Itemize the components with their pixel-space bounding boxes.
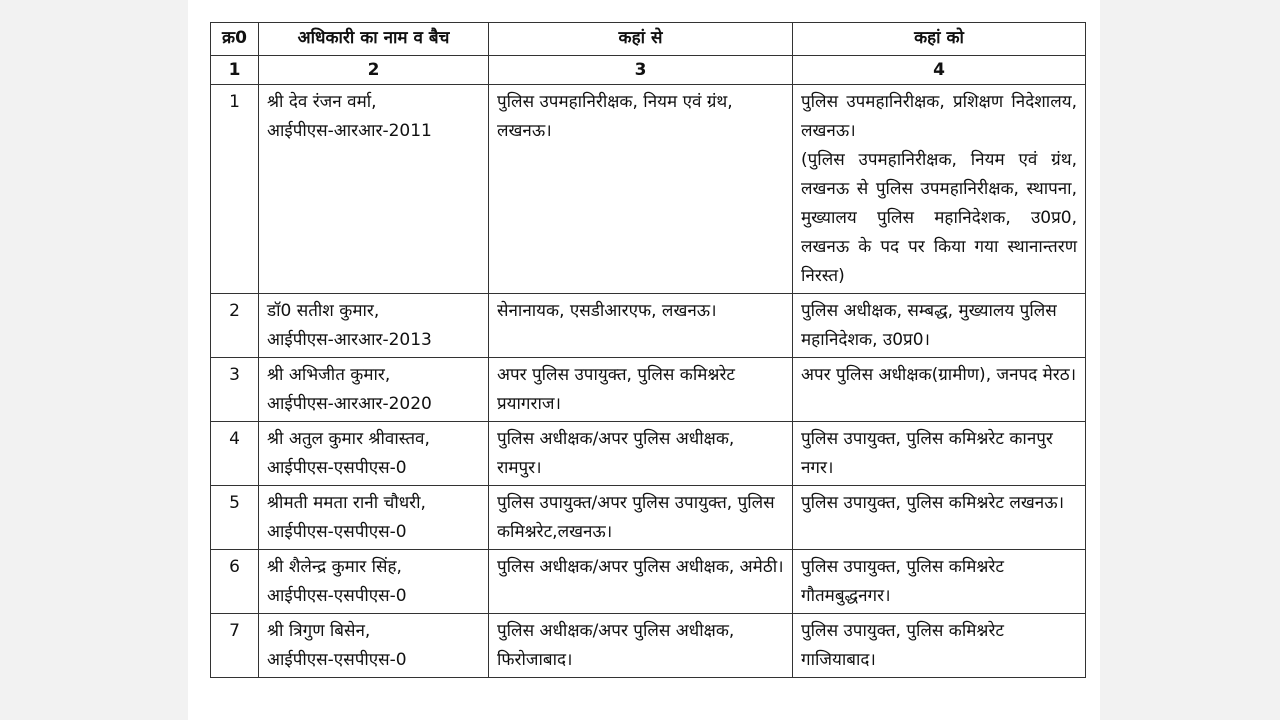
header-row — [211, 23, 1086, 56]
serial-number: 2 — [211, 294, 259, 358]
officer-cell — [259, 422, 489, 486]
transfer-table — [210, 22, 1086, 678]
from-posting: अपर पुलिस उपायुक्त, पुलिस कमिश्नरेट प्रयागराज। — [489, 358, 793, 422]
table-row — [211, 614, 1086, 678]
officer-cell — [259, 294, 489, 358]
to-posting: पुलिस उपायुक्त, पुलिस कमिश्नरेट गौतमबुद्धनगर। — [793, 550, 1086, 614]
officer-cell — [259, 614, 489, 678]
officer-batch: आईपीएस-एसपीएस-0 — [267, 586, 407, 606]
officer-cell — [259, 486, 489, 550]
table-row — [211, 550, 1086, 614]
to-posting: पुलिस उपायुक्त, पुलिस कमिश्नरेट कानपुर नगर। — [793, 422, 1086, 486]
officer-batch: आईपीएस-एसपीएस-0 — [267, 522, 407, 542]
table-row — [211, 486, 1086, 550]
serial-number: 1 — [211, 85, 259, 294]
table-row — [211, 294, 1086, 358]
table-row — [211, 358, 1086, 422]
table-row — [211, 85, 1086, 294]
to-cell — [793, 85, 1086, 294]
column-number: 4 — [793, 56, 1086, 85]
officer-batch: आईपीएस-आरआर-2013 — [267, 330, 432, 350]
table-row — [211, 422, 1086, 486]
officer-name: श्री अभिजीत कुमार, — [267, 365, 391, 385]
officer-cell — [259, 358, 489, 422]
officer-batch: आईपीएस-एसपीएस-0 — [267, 458, 407, 478]
officer-batch: आईपीएस-एसपीएस-0 — [267, 650, 407, 670]
officer-cell — [259, 85, 489, 294]
from-posting: पुलिस अधीक्षक/अपर पुलिस अधीक्षक, फिरोजाबाद। — [489, 614, 793, 678]
officer-name: डॉ0 सतीश कुमार, — [267, 301, 380, 321]
column-number: 1 — [211, 56, 259, 85]
serial-number: 6 — [211, 550, 259, 614]
header-from: कहां से — [489, 23, 793, 56]
column-number: 3 — [489, 56, 793, 85]
to-posting: पुलिस उपमहानिरीक्षक, प्रशिक्षण निदेशालय, लखनऊ। — [801, 92, 1077, 141]
officer-name: श्री अतुल कुमार श्रीवास्तव, — [267, 429, 430, 449]
cancellation-note: (पुलिस उपमहानिरीक्षक, नियम एवं ग्रंथ, लखनऊ से पुलिस उपमहानिरीक्षक, स्थापना, मुख्यालय पुलिस महानिदेशक, उ0प्र0, लखनऊ के पद पर किया गया स्थानान्तरण निरस्त) — [801, 150, 1077, 286]
officer-name: श्री शैलेन्द्र कुमार सिंह, — [267, 557, 402, 577]
to-posting: पुलिस उपायुक्त, पुलिस कमिश्नरेट लखनऊ। — [793, 486, 1086, 550]
header-serial: क्र0 — [211, 23, 259, 56]
serial-number: 4 — [211, 422, 259, 486]
officer-name: श्री देव रंजन वर्मा, — [267, 92, 377, 112]
officer-name: श्री त्रिगुण बिसेन, — [267, 621, 371, 641]
officer-cell — [259, 550, 489, 614]
serial-number: 7 — [211, 614, 259, 678]
to-posting: पुलिस अधीक्षक, सम्बद्ध, मुख्यालय पुलिस महानिदेशक, उ0प्र0। — [793, 294, 1086, 358]
officer-batch: आईपीएस-आरआर-2020 — [267, 394, 432, 414]
serial-number: 3 — [211, 358, 259, 422]
header-officer-name-batch: अधिकारी का नाम व बैच — [259, 23, 489, 56]
column-number: 2 — [259, 56, 489, 85]
to-posting: पुलिस उपायुक्त, पुलिस कमिश्नरेट गाजियाबाद। — [793, 614, 1086, 678]
column-number-row — [211, 56, 1086, 85]
from-posting: पुलिस उपमहानिरीक्षक, नियम एवं ग्रंथ, लखनऊ। — [489, 85, 793, 294]
document-page — [188, 0, 1100, 720]
to-posting: अपर पुलिस अधीक्षक(ग्रामीण), जनपद मेरठ। — [793, 358, 1086, 422]
from-posting: सेनानायक, एसडीआरएफ, लखनऊ। — [489, 294, 793, 358]
header-to: कहां को — [793, 23, 1086, 56]
table-header — [211, 23, 1086, 56]
from-posting: पुलिस अधीक्षक/अपर पुलिस अधीक्षक, रामपुर। — [489, 422, 793, 486]
officer-name: श्रीमती ममता रानी चौधरी, — [267, 493, 426, 513]
serial-number: 5 — [211, 486, 259, 550]
officer-batch: आईपीएस-आरआर-2011 — [267, 121, 432, 141]
from-posting: पुलिस अधीक्षक/अपर पुलिस अधीक्षक, अमेठी। — [489, 550, 793, 614]
from-posting: पुलिस उपायुक्त/अपर पुलिस उपायुक्त, पुलिस कमिश्नरेट,लखनऊ। — [489, 486, 793, 550]
